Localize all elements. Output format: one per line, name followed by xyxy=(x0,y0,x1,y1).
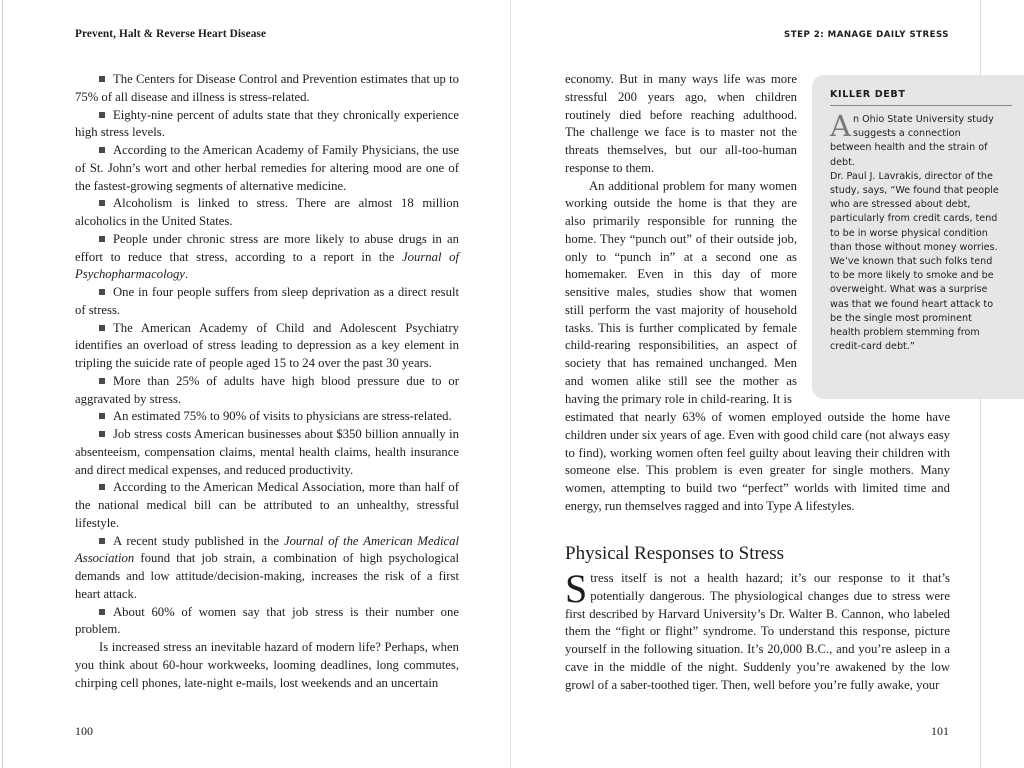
bullet-square-icon xyxy=(99,200,105,206)
bullet-text: An estimated 75% to 90% of visits to physicians are stress-related. xyxy=(113,409,452,424)
fact-bullet-item xyxy=(75,231,459,284)
page-number-right: 101 xyxy=(931,724,949,738)
fact-bullet-item xyxy=(75,107,459,143)
journal-title: Journal of Psychopharmacology xyxy=(75,249,459,282)
sidebar-text: n Ohio State University study suggests a connection between health and the strain of debt. xyxy=(830,114,994,168)
running-head-left: Prevent, Halt & Reverse Heart Disease xyxy=(75,28,267,40)
sidebar-box xyxy=(812,75,1024,399)
bullet-square-icon xyxy=(99,431,105,437)
sidebar-title: KILLER DEBT xyxy=(830,89,906,100)
bullet-text: . xyxy=(184,267,189,282)
bullet-square-icon xyxy=(99,609,105,615)
journal-title: Journal of the American Medical Association xyxy=(75,533,459,566)
bullet-square-icon xyxy=(99,378,105,384)
bullet-square-icon xyxy=(99,484,105,490)
bullet-square-icon xyxy=(99,147,105,153)
fact-bullet-item xyxy=(75,408,459,426)
bullet-text: The Centers for Disease Control and Prevention estimates that up to 75% of all disease and illness is stress-related. xyxy=(75,72,459,104)
bullet-text: Eighty-nine percent of adults state that they chronically experience high stress levels. xyxy=(75,107,459,140)
bullet-text: found that job strain, a combination of high psychological demands and low attitude/decision-making, increases the risk of a first heart attack. xyxy=(75,551,459,601)
fact-bullet-item xyxy=(75,71,459,107)
fact-bullet-item xyxy=(75,320,459,373)
fact-bullet-item xyxy=(75,479,459,532)
bullet-square-icon xyxy=(99,289,105,295)
bullet-square-icon xyxy=(99,538,105,544)
fact-bullet-item xyxy=(75,142,459,195)
sidebar-paragraph: Dr. Paul J. Lavrakis, director of the study, says, “We found that people who are stressed about debt, particularly from credit cards, tend to be in worse physical condition than those without money worries. We’ve known that such folks tend to be more likely to smoke and be overweight. What was a surprise was that we found heart attack to be the single most prominent health problem stemming from credit-card debt.” xyxy=(830,170,999,353)
sidebar-paragraph xyxy=(830,109,1000,170)
bullet-text: Alcoholism is linked to stress. There are almost 18 million alcoholics in the United States. xyxy=(75,196,459,228)
section-text: tress itself is not a health hazard; it’s our response to it that’s potentially dangerous. The physiological changes due to stress were first described by Harvard University’s Dr. Walter B. Cannon, who labeled them the “fight or flight” syndrome. To understand this response, picture yourself in the following situation. It’s 20,000 B.C., and you’re asleep in a cave in the middle of the night. Suddenly you’re awakened by the low growl of a saber-toothed tiger. Then, well before you’re fully awake, your xyxy=(565,571,950,692)
bullet-text: According to the American Medical Association, more than half of the national medical bill can be attributed to an unhealthy, stressful lifestyle. xyxy=(75,480,459,530)
bullet-text: The American Academy of Child and Adolescent Psychiatry identifies an overload of stress leading to depression as a key element in tripling the suicide rate of people aged 15 to 24 over the past 30 years. xyxy=(75,320,459,370)
bullet-text: Job stress costs American businesses about $350 billion annually in absenteeism, compensation claims, mental health claims, health insurance and direct medical expenses, and reduced productivity. xyxy=(75,427,459,477)
closing-paragraph: Is increased stress an inevitable hazard of modern life? Perhaps, when you think about 60-hour workweeks, looming deadlines, long commutes, chirping cell phones, late-night e-mails, lost weekends and an uncertain xyxy=(75,640,459,690)
bullet-text: A recent study published in the xyxy=(113,533,284,548)
body-paragraph: An additional problem for many women working outside the home is that they are also primarily responsible for running the home. They “punch out” of their outside job, only to “punch in” at a second one as homemaker. Even in this day of more sensitive males, studies show that women still perform the vast majority of household tasks. This is further complicated by female child-rearing responsibilities, an aspect of society that has remained unchanged. Men and women alike still see the mother as having the primary role in child-rearing. It is xyxy=(565,178,797,406)
fact-bullet-item xyxy=(75,195,459,231)
bullet-text: People under chronic stress are more likely to abuse drugs in an effort to reduce that stress, according to a report in the xyxy=(75,231,459,264)
fact-bullet-list xyxy=(75,71,459,639)
section-paragraph xyxy=(565,566,950,694)
bullet-text: One in four people suffers from sleep deprivation as a direct result of stress. xyxy=(75,285,459,317)
running-head-right: STEP 2: MANAGE DAILY STRESS xyxy=(784,30,949,40)
drop-cap: S xyxy=(565,566,588,611)
body-paragraph: economy. But in many ways life was more stressful 200 years ago, when children routinely died before reaching adulthood. The challenge we face is to master not the threats themselves, but our all-too-human response to them. xyxy=(565,72,797,175)
bullet-square-icon xyxy=(99,413,105,419)
body-paragraph: estimated that nearly 63% of women employed outside the home have children under six years of age. Even with good child care (not always easy to find), working women often feel guilty about leaving their children with someone else. This problem is even greater for single mothers. Many women, attempting to build two “perfect” worlds with limited time and energy, run themselves ragged and into Type A lifestyles. xyxy=(565,410,950,513)
bullet-square-icon xyxy=(99,325,105,331)
bullet-text: More than 25% of adults have high blood pressure due to or aggravated by stress. xyxy=(75,373,459,406)
sidebar-drop-cap: A xyxy=(830,109,851,143)
bullet-square-icon xyxy=(99,76,105,82)
section-heading: Physical Responses to Stress xyxy=(565,543,785,564)
page-number-left: 100 xyxy=(75,724,93,738)
section-body xyxy=(565,566,950,694)
sidebar-divider xyxy=(830,105,1012,106)
fact-bullet-item xyxy=(75,284,459,320)
right-column-wide xyxy=(565,409,950,516)
fact-bullet-item xyxy=(75,373,459,409)
left-column xyxy=(75,71,459,692)
right-column-narrow xyxy=(565,71,797,408)
bullet-text: According to the American Academy of Family Physicians, the use of St. John’s wort and other herbal remedies for altering mood are one of the fastest-growing segments of alternative medicine. xyxy=(75,143,459,193)
bullet-square-icon xyxy=(99,236,105,242)
bullet-square-icon xyxy=(99,112,105,118)
fact-bullet-item xyxy=(75,604,459,640)
bullet-text: About 60% of women say that job stress is their number one problem. xyxy=(75,604,459,637)
fact-bullet-item xyxy=(75,426,459,479)
fact-bullet-item xyxy=(75,533,459,604)
sidebar-body xyxy=(830,109,1000,354)
